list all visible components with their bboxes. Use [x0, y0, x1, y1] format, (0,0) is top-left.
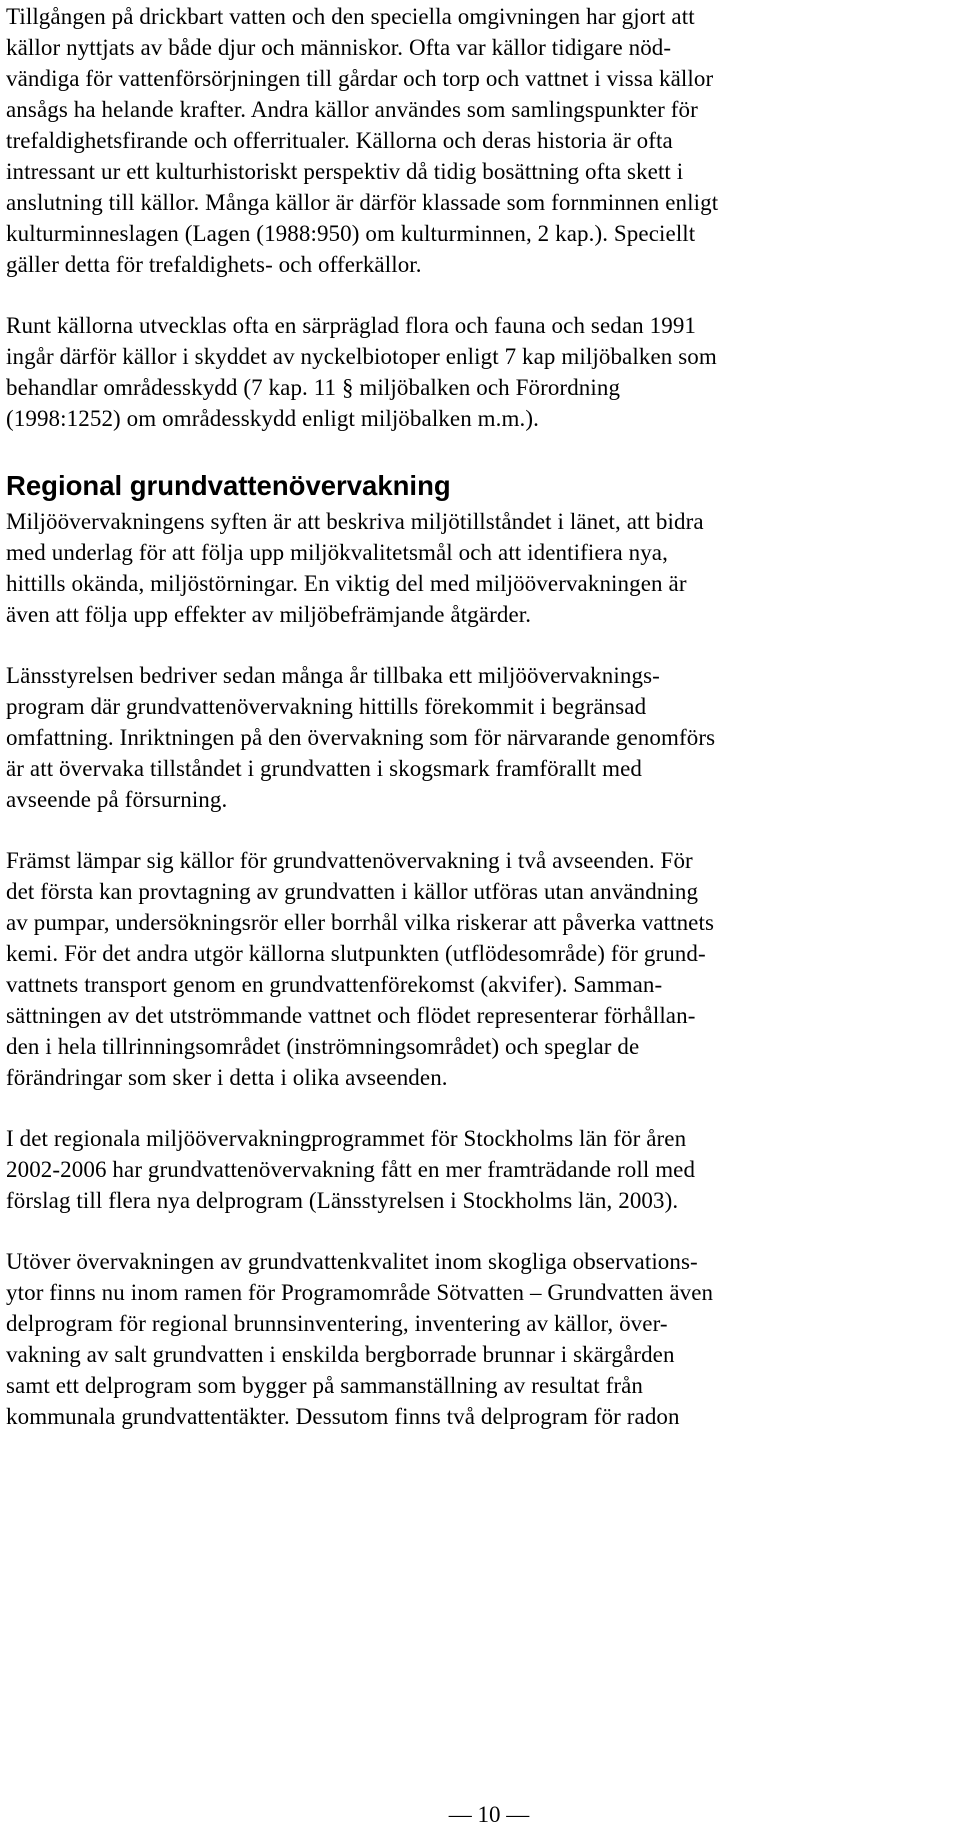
paragraph-1-line-5: trefaldighetsfirande och offerritualer. Källorna och deras historia är ofta: [6, 128, 673, 153]
paragraph-7-line-3: delprogram för regional brunnsinventering, inventering av källor, över-: [6, 1311, 668, 1336]
paragraph-5-line-2: det första kan provtagning av grundvatten i källor utföras utan användning: [6, 879, 699, 904]
paragraph-2-line-2: ingår därför källor i skyddet av nyckelbiotoper enligt 7 kap miljöbalken som: [6, 344, 717, 369]
paragraph-7-line-5: samt ett delprogram som bygger på sammanställning av resultat från: [6, 1373, 644, 1398]
paragraph-5-line-6: sättningen av det utströmmande vattnet och flödet representerar förhållan-: [6, 1003, 696, 1028]
paragraph-3-line-4: även att följa upp effekter av miljöbefrämjande åtgärder.: [6, 602, 532, 627]
paragraph-4-line-3: omfattning. Inriktningen på den övervakning som för närvarande genomförs: [6, 725, 716, 750]
paragraph-1-line-8: kulturminneslagen (Lagen (1988:950) om kulturminnen, 2 kap.). Speciellt: [6, 221, 696, 246]
paragraph-7-line-2: ytor finns nu inom ramen för Programområde Sötvatten – Grundvatten även: [6, 1280, 714, 1305]
paragraph-2-line-1: Runt källorna utvecklas ofta en särpräglad flora och fauna och sedan 1991: [6, 313, 697, 338]
paragraph-1-line-6: intressant ur ett kulturhistoriskt perspektiv då tidig bosättning ofta skett i: [6, 159, 684, 184]
paragraph-6-line-1: I det regionala miljöövervakningprogrammet för Stockholms län för åren: [6, 1126, 687, 1151]
paragraph-1-line-9: gäller detta för trefaldighets- och offerkällor.: [6, 252, 422, 277]
paragraph-5-line-4: kemi. För det andra utgör källorna slutpunkten (utflödesområde) för grund-: [6, 941, 706, 966]
paragraph-5-line-5: vattnets transport genom en grundvattenförekomst (akvifer). Samman-: [6, 972, 663, 997]
paragraph-5-line-1: Främst lämpar sig källor för grundvattenövervakning i två avseenden. För: [6, 848, 693, 873]
paragraph-4-line-2: program där grundvattenövervakning hittills förekommit i begränsad: [6, 694, 647, 719]
paragraph-4-line-4: är att övervaka tillståndet i grundvatten i skogsmark framförallt med: [6, 756, 643, 781]
paragraph-1-line-7: anslutning till källor. Många källor är därför klassade som fornminnen enligt: [6, 190, 719, 215]
paragraph-1-line-2: källor nyttjats av både djur och människor. Ofta var källor tidigare nöd-: [6, 35, 672, 60]
paragraph-7-line-4: vakning av salt grundvatten i enskilda bergborrade brunnar i skärgården: [6, 1342, 675, 1367]
paragraph-3-line-2: med underlag för att följa upp miljökvalitetsmål och att identifiera nya,: [6, 540, 668, 565]
page-number: — 10 —: [448, 1802, 530, 1827]
paragraph-3-line-3: hittills okända, miljöstörningar. En viktig del med miljöövervakningen är: [6, 571, 687, 596]
paragraph-1-line-1: Tillgången på drickbart vatten och den speciella omgivningen har gjort att: [6, 4, 695, 29]
paragraph-7-line-1: Utöver övervakningen av grundvattenkvalitet inom skogliga observations-: [6, 1249, 698, 1274]
paragraph-7-line-6: kommunala grundvattentäkter. Dessutom finns två delprogram för radon: [6, 1404, 680, 1429]
paragraph-2-line-4: (1998:1252) om områdesskydd enligt miljöbalken m.m.).: [6, 406, 539, 431]
paragraph-4-line-5: avseende på försurning.: [6, 787, 228, 812]
paragraph-5-line-8: förändringar som sker i detta i olika avseenden.: [6, 1065, 448, 1090]
paragraph-5-line-3: av pumpar, undersökningsrör eller borrhål vilka riskerar att påverka vattnets: [6, 910, 715, 935]
paragraph-2-line-3: behandlar områdesskydd (7 kap. 11 § miljöbalken och Förordning: [6, 375, 621, 400]
paragraph-4-line-1: Länsstyrelsen bedriver sedan många år tillbaka ett miljöövervaknings-: [6, 663, 660, 688]
paragraph-1-line-4: ansågs ha helande krafter. Andra källor användes som samlingspunkter för: [6, 97, 698, 122]
paragraph-6-line-2: 2002-2006 har grundvattenövervakning fått en mer framträdande roll med: [6, 1157, 696, 1182]
paragraph-1-line-3: vändiga för vattenförsörjningen till gårdar och torp och vattnet i vissa källor: [6, 66, 714, 91]
paragraph-5-line-7: den i hela tillrinningsområdet (inströmningsområdet) och speglar de: [6, 1034, 640, 1059]
paragraph-6-line-3: förslag till flera nya delprogram (Länsstyrelsen i Stockholms län, 2003).: [6, 1188, 679, 1213]
section-heading: Regional grundvattenövervakning: [6, 470, 451, 501]
page-footer: [0, 1800, 960, 1830]
paragraph-3-line-1: Miljöövervakningens syften är att beskriva miljötillståndet i länet, att bidra: [6, 509, 704, 534]
